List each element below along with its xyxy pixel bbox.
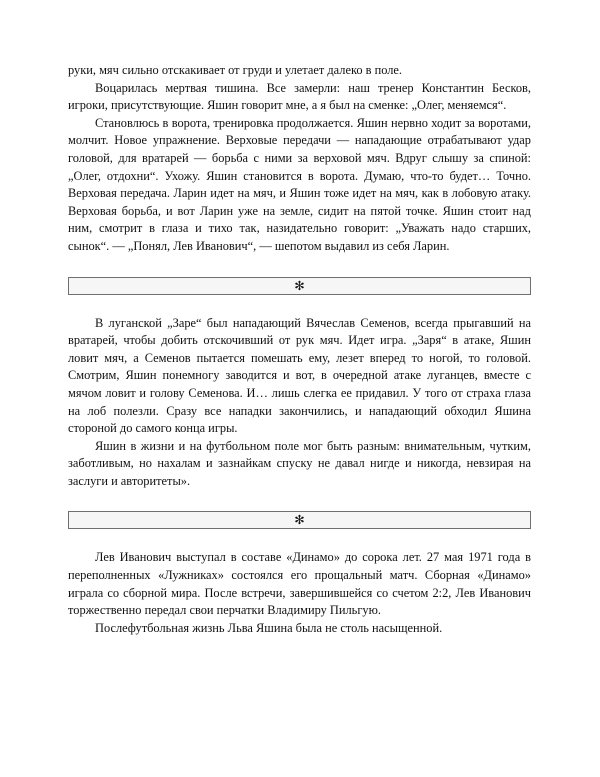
section-three bbox=[68, 549, 531, 637]
paragraph: Лев Иванович выступал в составе «Динамо» до сорока лет. 27 мая 1971 года в переполненных «Лужниках» состоялся его прощальный матч. Сборная «Динамо» играла со сборной мира. После встречи, завершившейся со счетом 2:2, Лев Иванович торжественно передал свои перчатки Владимиру Пильгую. bbox=[68, 550, 531, 618]
paragraph: Становлюсь в ворота, тренировка продолжается. Яшин нервно ходит за воротами, молчит. Новое упражнение. Верховые передачи — нападающие отрабатывают удар головой, для вратарей — борьба с ними за верховой мяч. Вдруг слышу за спиной: „Олег, отдохни“. Ухожу. Яшин становится в ворота. Думаю, что-то будет… Точно. Верховая передача. Ларин идет на мяч, и Яшин тоже идет на мяч, как в лобовую атаку. Верховая борьба, и вот Ларин уже на земле, сидит на пятой точке. Яшин стоит над ним, смотрит в глаза и тихо так, назидательно говорит: „Уважать надо старших, сынок“. — „Понял, Лев Иванович“, — шепотом выдавил из себя Ларин. bbox=[68, 115, 531, 253]
text-column bbox=[68, 62, 531, 637]
section-two bbox=[68, 315, 531, 491]
paragraph: руки, мяч сильно отскакивает от груди и улетает далеко в поле. bbox=[68, 63, 403, 77]
section-one bbox=[68, 62, 531, 256]
section-separator bbox=[68, 511, 531, 529]
paragraph: Яшин в жизни и на футбольном поле мог быть разным: внимательным, чутким, заботливым, но нахалам и зазнайкам спуску не давал нигде и никогда, невзирая на заслуги и авторитеты». bbox=[68, 438, 531, 488]
asterisk-icon: ✻ bbox=[294, 513, 305, 528]
section-separator bbox=[68, 277, 531, 295]
asterisk-icon: ✻ bbox=[294, 278, 305, 293]
paragraph: В луганской „Заре“ был нападающий Вячеслав Семенов, всегда прыгавший на вратарей, чтобы добить отскочивший от рук мяч. Идет игра. „Заря“ в атаке, Яшин ловит мяч, а Семенов пытается помешать ему, лезет вперед то ногой, то головой. Смотрим, Яшин понемногу заводится и вот, в очередной атаке луганцев, вместе с мячом ловит и голову Семенова. И… лишь слегка ее придавил. У того от страха глаза на лоб полезли. Сразу все нападки закончились, и нападающий обходил Яшина стороной до самого конца игры. bbox=[68, 315, 531, 436]
paragraph: Послефутбольная жизнь Льва Яшина была не столь насыщенной. bbox=[95, 620, 443, 635]
paragraph: Воцарилась мертвая тишина. Все замерли: наш тренер Константин Бесков, игроки, присутствующие. Яшин говорит мне, а я был на сменке: „Олег, меняемся“. bbox=[68, 80, 531, 113]
